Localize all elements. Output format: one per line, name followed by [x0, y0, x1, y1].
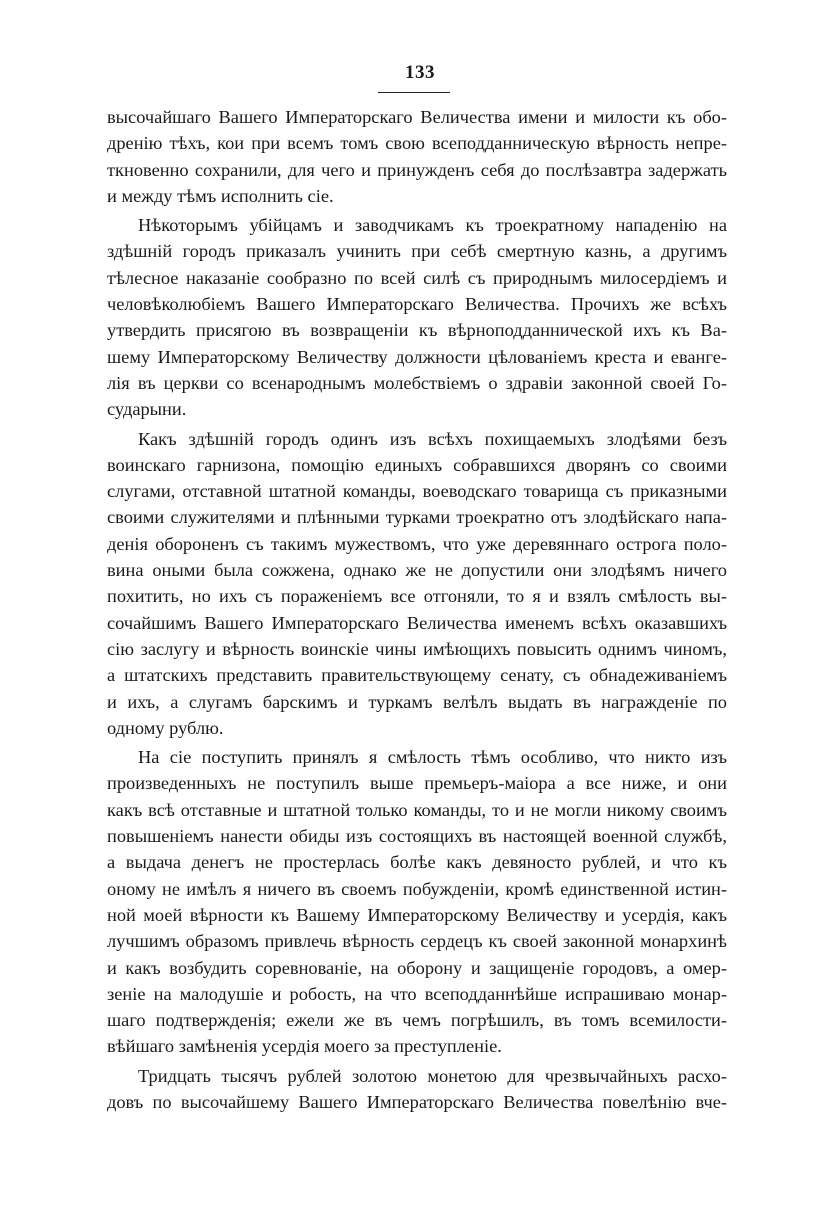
text-line: лія въ церкви со всенароднымъ молебствіемъ о здравіи законной своей Го-	[107, 372, 727, 393]
text-line: шему Императорскому Величеству должности цѣлованіемъ креста и еванге-	[107, 346, 727, 367]
text-line: какъ всѣ отставные и штатной только команды, то и не могли никому своимъ	[107, 799, 727, 820]
paragraph	[107, 426, 727, 742]
text-line: тѣлесное наказаніе сообразно по всей силѣ съ природнымъ милосердіемъ и	[107, 267, 727, 288]
text-line: и какъ возбудить соревнованіе, на оборону и защищеніе городовъ, а омер-	[107, 957, 727, 978]
page-number-rule	[378, 92, 450, 93]
text-line: сударыни.	[107, 399, 187, 420]
text-line: своими служителями и плѣнными турками троекратно отъ злодѣйскаго напа-	[107, 507, 727, 528]
paragraph	[107, 104, 727, 209]
body-text	[107, 104, 727, 1115]
text-line: воинскаго гарнизона, помощію единыхъ собравшихся дворянъ со своими	[107, 454, 727, 475]
text-line: здѣшній городъ приказалъ учинить при себѣ смертную казнь, а другимъ	[107, 241, 727, 262]
paragraph	[107, 212, 727, 422]
paragraph	[107, 1063, 727, 1116]
text-line: Какъ здѣшній городъ одинъ изъ всѣхъ похищаемыхъ злодѣями безъ	[138, 428, 727, 449]
text-line: лучшимъ образомъ привлечь вѣрность сердецъ къ своей законной монархинѣ	[107, 931, 727, 952]
text-line: слугами, отставной штатной команды, воеводскаго товарища съ приказными	[107, 481, 727, 502]
paragraph	[107, 744, 727, 1060]
text-line: Тридцать тысячъ рублей золотою монетою для чрезвычайныхъ расхо-	[138, 1065, 727, 1086]
text-line: ткновенно сохранили, для чего и принужденъ себя до послѣзавтра задержать	[107, 159, 727, 180]
text-line: оному не имѣлъ я ничего въ своемъ побужденіи, кромѣ единственной истин-	[107, 878, 727, 899]
text-line: а выдача денегъ не простерлась болѣе какъ девяносто рублей, и что къ	[107, 852, 727, 873]
text-line: утвердить присягою въ возвращеніи къ вѣрноподданнической ихъ къ Ва-	[107, 320, 727, 341]
text-line: денія обороненъ съ такимъ мужествомъ, что уже деревяннаго острога поло-	[107, 533, 727, 554]
text-line: дренію тѣхъ, кои при всемъ томъ свою всеподданническую вѣрность непре-	[107, 133, 727, 154]
text-line: На сіе поступить принялъ я смѣлость тѣмъ особливо, что никто изъ	[138, 747, 727, 768]
text-line: сочайшимъ Вашего Императорскаго Величества именемъ всѣхъ оказавшихъ	[107, 612, 727, 633]
text-line: вѣйшаго замѣненія усердія моего за преступленіе.	[107, 1036, 502, 1057]
text-line: и между тѣмъ исполнить сіе.	[107, 185, 334, 206]
text-line: человѣколюбіемъ Вашего Императорскаго Величества. Прочихъ же всѣхъ	[107, 294, 727, 315]
text-line: ной моей вѣрности къ Вашему Императорскому Величеству и усердія, какъ	[107, 904, 727, 925]
text-line: сію заслугу и вѣрность воинскіе чины имѣющихъ повысить однимъ чиномъ,	[107, 638, 727, 659]
text-line: довъ по высочайшему Вашего Императорскаго Величества повелѣнію вче-	[107, 1091, 727, 1112]
text-line: шаго подтвержденія; ежели же въ чемъ погрѣшилъ, въ томъ всемилости-	[107, 1010, 727, 1031]
page-number: 133	[405, 62, 435, 83]
text-line: произведенныхъ не поступилъ выше премьеръ-маіора а все ниже, и они	[107, 773, 727, 794]
text-line: повышеніемъ нанести обиды изъ состоящихъ въ настоящей военной службѣ,	[107, 826, 727, 847]
text-line: одному рублю.	[107, 717, 224, 738]
text-line: Нѣкоторымъ убійцамъ и заводчикамъ къ троекратному нападенію на	[138, 215, 727, 236]
text-line: высочайшаго Вашего Императорскаго Величества имени и милости къ обо-	[107, 107, 727, 127]
text-line: и ихъ, а слугамъ барскимъ и туркамъ велѣлъ выдать въ награжденіе по	[107, 691, 727, 712]
text-line: вина оными была сожжена, однако же не допустили они злодѣямъ ничего	[107, 560, 727, 581]
text-line: зеніе на малодушіе и робость, на что всеподданнѣйше испрашиваю монар-	[107, 983, 727, 1004]
text-line: а штатскихъ представить правительствующему сенату, съ обнадеживаніемъ	[107, 665, 727, 686]
text-line: похитить, но ихъ съ пораженіемъ все отгоняли, то я и взялъ смѣлость вы-	[107, 586, 727, 607]
